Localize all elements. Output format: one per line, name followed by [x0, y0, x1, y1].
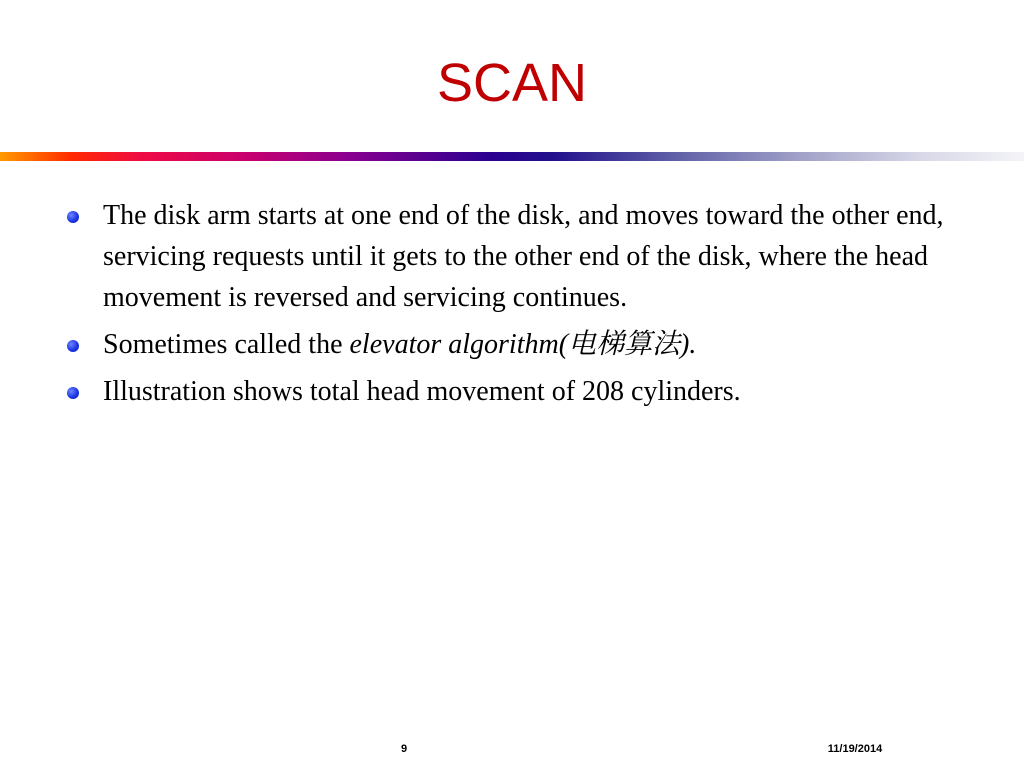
- bullet-text-emphasis: elevator algorithm(电梯算法): [349, 329, 690, 360]
- title-divider-gradient: [0, 152, 1024, 161]
- bullet-list: [0, 195, 1024, 418]
- bullet-text-prefix: Sometimes called the: [103, 329, 350, 360]
- slide-title: SCAN: [436, 53, 588, 113]
- bullet-item: [0, 195, 1024, 318]
- slide-page-number: 9: [400, 743, 408, 755]
- bullet-item: [0, 371, 1024, 412]
- bullet-text: The disk arm starts at one end of the disk, and moves toward the other end, servicing requests until it gets to the other end of the disk, where the head movement is reversed and servicing continues.: [103, 200, 944, 313]
- bullet-text: Illustration shows total head movement of 208 cylinders.: [103, 376, 741, 407]
- slide-date: 11/19/2014: [827, 743, 883, 755]
- bullet-dot-icon: [67, 340, 79, 352]
- bullet-text-suffix: .: [689, 329, 697, 360]
- bullet-dot-icon: [67, 211, 79, 223]
- bullet-dot-icon: [67, 387, 79, 399]
- bullet-item: [0, 324, 1024, 365]
